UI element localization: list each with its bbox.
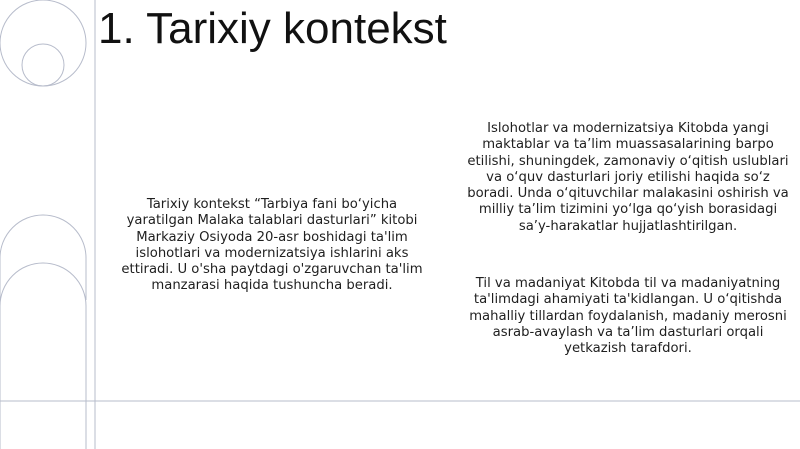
right-paragraph-language-culture: Til va madaniyat Kitobda til va madaniyatning ta'limdagi ahamiyati ta'kidlangan. U o‘qitishda mahalliy tillardan foydalanish, madaniy merosni asrab-avaylash va ta’lim dasturlari orqali yetkazish tarafdori. <box>469 276 787 357</box>
lower-arch <box>0 263 86 449</box>
small-circle <box>22 44 64 86</box>
slide-title: 1. Tarixiy kontekst <box>98 4 447 53</box>
upper-arch <box>0 215 86 300</box>
large-circle <box>0 0 86 86</box>
left-paragraph: Tarixiy kontekst “Tarbiya fani bo‘yicha yaratilgan Malaka talablari dasturlari” kitobi Markaziy Osiyoda 20-asr boshidagi ta'lim islohotlari va modernizatsiya ishlarini aks ettiradi. U o'sha paytdagi o'zgaruvchan ta'lim manzarasi haqida tushuncha beradi. <box>121 197 423 294</box>
right-paragraph-reforms: Islohotlar va modernizatsiya Kitobda yangi maktablar va ta’lim muassasalarining barpo etilishi, shuningdek, zamonaviy o‘qitish uslublari va o‘quv dasturlari joriy etilishi haqida so‘z boradi. Unda o‘qituvchilar malakasini oshirish va milliy ta’lim tizimini yo‘lga qo‘yish borasidagi sa’y-harakatlar hujjatlashtirilgan. <box>467 121 789 234</box>
